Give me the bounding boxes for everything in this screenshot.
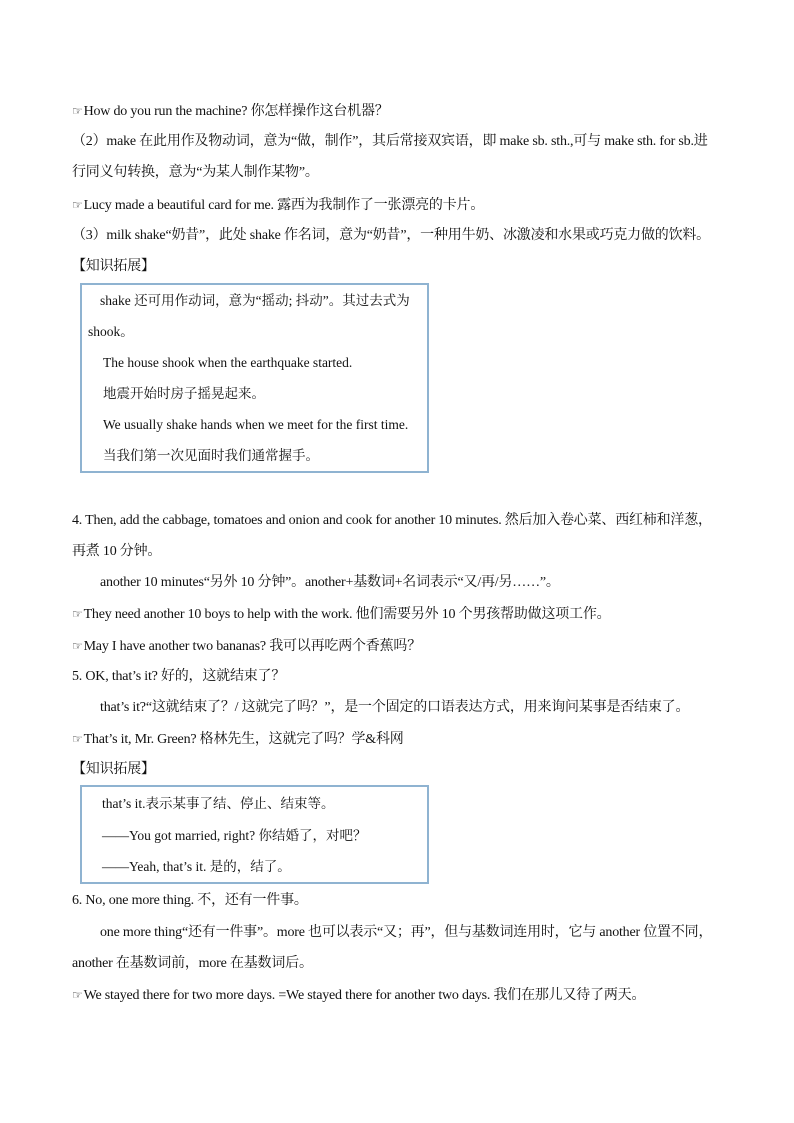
- text-line: 4. Then, add the cabbage, tomatoes and onion and cook for another 10 minutes. 然后加入卷心菜、西红柿和洋葱，: [72, 513, 712, 528]
- box-line: 地震开始时房子摇晃起来。: [103, 386, 265, 401]
- box-line: The house shook when the earthquake started.: [103, 355, 353, 370]
- section-heading: 【知识拓展】: [72, 762, 155, 777]
- box-line: shook。: [88, 324, 134, 339]
- box-line: ——Yeah, that’s it. 是的，结了。: [102, 859, 291, 874]
- pointing-hand-icon: ☞: [72, 607, 83, 621]
- knowledge-box: [80, 283, 429, 473]
- pointing-hand-icon: ☞: [72, 198, 83, 212]
- text-line: one more thing“还有一件事”。more 也可以表示“又；再”，但与基数词连用时，它与 another 位置不同，: [100, 925, 713, 940]
- knowledge-box: [80, 785, 429, 884]
- example-line: ☞May I have another two bananas? 我可以再吃两个香蕉吗？: [72, 639, 421, 654]
- text-line: （3）milk shake“奶昔”，此处 shake 作名词，意为“奶昔”，一种用牛奶、冰激凌和水果或巧克力做的饮料。: [72, 228, 710, 243]
- section-heading: 【知识拓展】: [72, 259, 155, 274]
- pointing-hand-icon: ☞: [72, 732, 83, 746]
- example-line: ☞We stayed there for two more days. =We stayed there for another two days. 我们在那儿又待了两天。: [72, 988, 646, 1003]
- text-line: 6. No, one more thing. 不，还有一件事。: [72, 893, 308, 908]
- pointing-hand-icon: ☞: [72, 104, 83, 118]
- text-line: that’s it?“这就结束了？/ 这就完了吗？”，是一个固定的口语表达方式，用来询问某事是否结束了。: [100, 700, 690, 715]
- example-line: ☞They need another 10 boys to help with the work. 他们需要另外 10 个男孩帮助做这项工作。: [72, 607, 611, 622]
- box-line: ——You got married, right? 你结婚了，对吧？: [102, 828, 367, 843]
- box-line: that’s it.表示某事了结、停止、结束等。: [102, 796, 335, 811]
- example-line: ☞That’s it, Mr. Green? 格林先生，这就完了吗？学&科网: [72, 732, 404, 747]
- example-line: ☞Lucy made a beautiful card for me. 露西为我制作了一张漂亮的卡片。: [72, 198, 485, 213]
- text-line: 再煮 10 分钟。: [72, 544, 162, 559]
- text-line: another 10 minutes“另外 10 分钟”。another+基数词+名词表示“又/再/另……”。: [100, 575, 560, 590]
- box-line: We usually shake hands when we meet for the first time.: [103, 417, 409, 432]
- pointing-hand-icon: ☞: [72, 988, 83, 1002]
- text-line: another 在基数词前，more 在基数词后。: [72, 956, 313, 971]
- text-line: 行同义句转换，意为“为某人制作某物”。: [72, 165, 319, 180]
- text-line: （2）make 在此用作及物动词，意为“做，制作”，其后常接双宾语，即 make sb. sth.,可与 make sth. for sb.进: [72, 134, 708, 149]
- text-line: 5. OK, that’s it? 好的，这就结束了？: [72, 669, 286, 684]
- example-line: ☞How do you run the machine? 你怎样操作这台机器？: [72, 104, 389, 119]
- box-line: 当我们第一次见面时我们通常握手。: [103, 448, 319, 463]
- pointing-hand-icon: ☞: [72, 639, 83, 653]
- box-line: shake 还可用作动词，意为“摇动; 抖动”。其过去式为: [100, 293, 410, 308]
